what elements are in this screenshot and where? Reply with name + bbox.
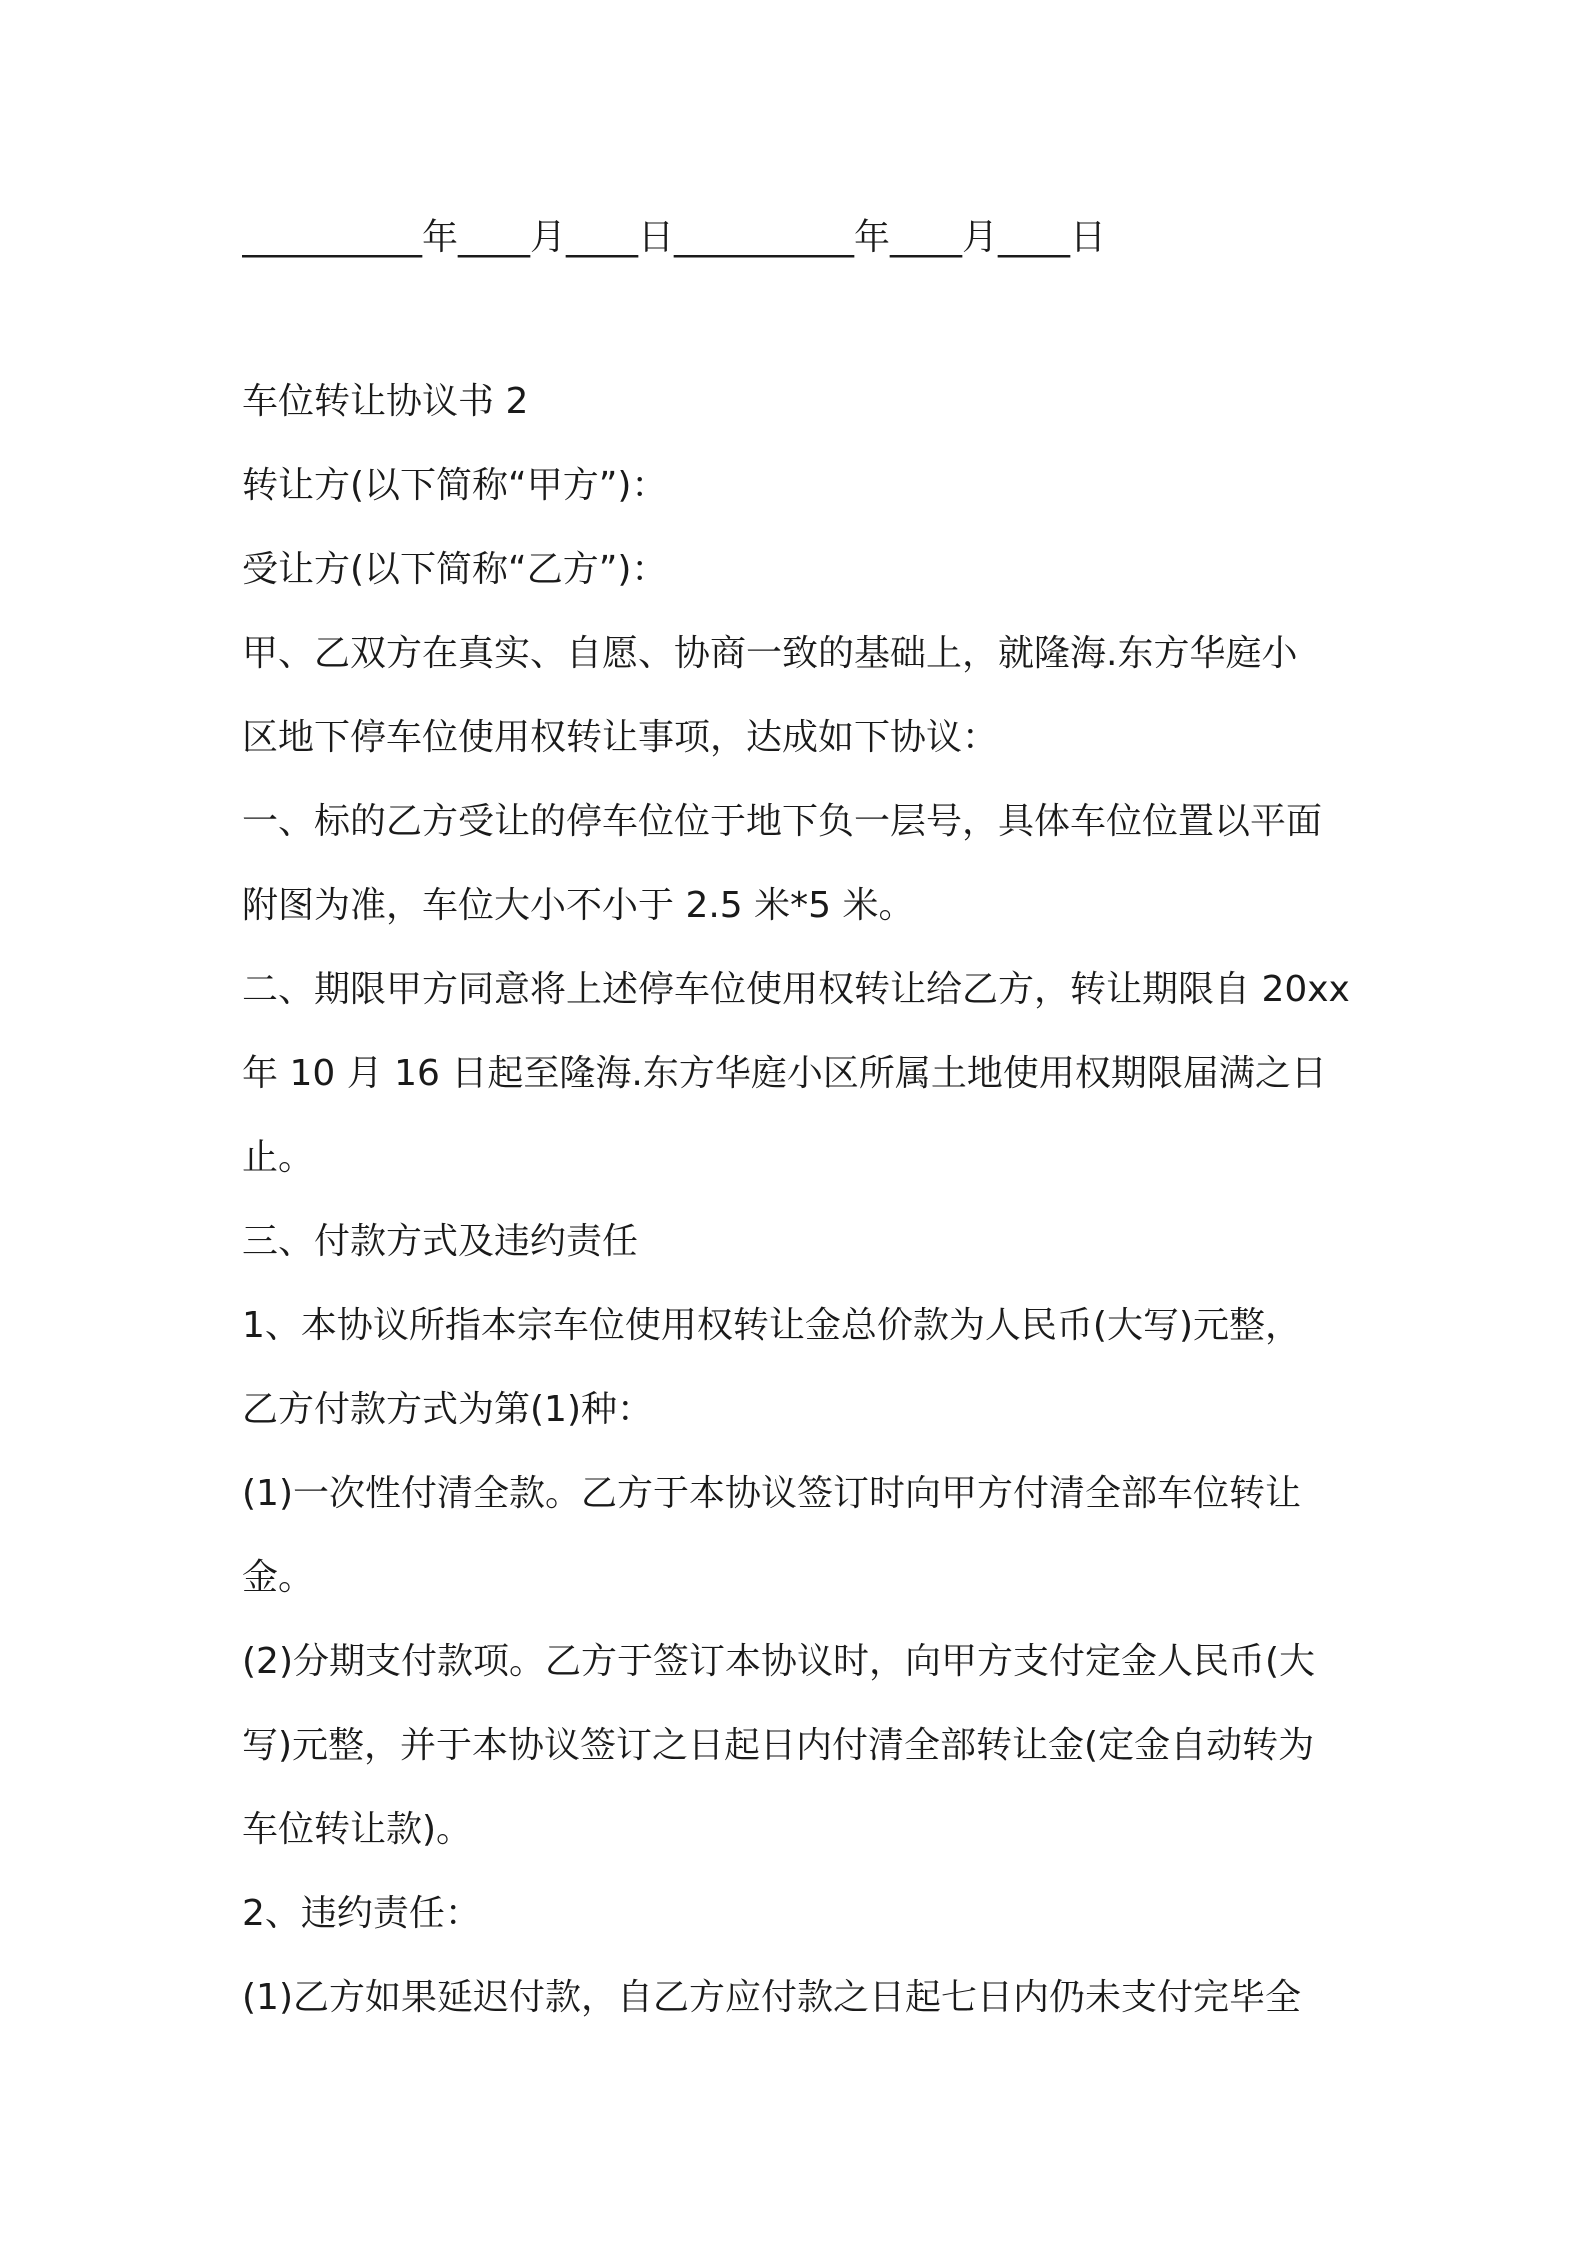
paragraph-line: 年 10 月 16 日起至隆海.东方华庭小区所属土地使用权期限届满之日 (242, 1053, 1327, 1094)
signature-date-line: __________年____月____日__________年____月____日 (242, 217, 1106, 258)
paragraph-line: 金。 (242, 1557, 315, 1598)
blank-gap (242, 280, 1362, 360)
paragraph-line: 一、标的乙方受让的停车位位于地下负一层号，具体车位位置以平面 (242, 801, 1323, 842)
transferor-line: 转让方(以下简称“甲方”)： (242, 465, 668, 506)
paragraph-line: 甲、乙双方在真实、自愿、协商一致的基础上，就隆海.东方华庭小 (242, 633, 1298, 674)
paragraph-line: 二、期限甲方同意将上述停车位使用权转让给乙方，转让期限自 20xx (242, 969, 1350, 1010)
paragraph-line: 2、违约责任： (242, 1893, 481, 1934)
paragraph-line: (1)乙方如果延迟付款，自乙方应付款之日起七日内仍未支付完毕全 (242, 1977, 1301, 2018)
transferee-line: 受让方(以下简称“乙方”)： (242, 549, 668, 590)
section-heading: 三、付款方式及违约责任 (242, 1221, 639, 1262)
document-title: 车位转让协议书 2 (242, 381, 529, 422)
paragraph-line: (1)一次性付清全款。乙方于本协议签订时向甲方付清全部车位转让 (242, 1473, 1301, 1514)
paragraph-line: 附图为准，车位大小不小于 2.5 米*5 米。 (242, 885, 915, 926)
paragraph-line: 区地下停车位使用权转让事项，达成如下协议： (242, 717, 999, 758)
paragraph-line: (2)分期支付款项。乙方于签订本协议时，向甲方支付定金人民币(大 (242, 1641, 1316, 1682)
document-body (242, 196, 1362, 2040)
paragraph-line: 车位转让款)。 (242, 1809, 473, 1850)
paragraph-line: 乙方付款方式为第(1)种： (242, 1389, 653, 1430)
paragraph-line: 止。 (242, 1137, 315, 1178)
paragraph-line: 写)元整，并于本协议签订之日起日内付清全部转让金(定金自动转为 (242, 1725, 1315, 1766)
paragraph-line: 1、本协议所指本宗车位使用权转让金总价款为人民币(大写)元整， (242, 1305, 1301, 1346)
